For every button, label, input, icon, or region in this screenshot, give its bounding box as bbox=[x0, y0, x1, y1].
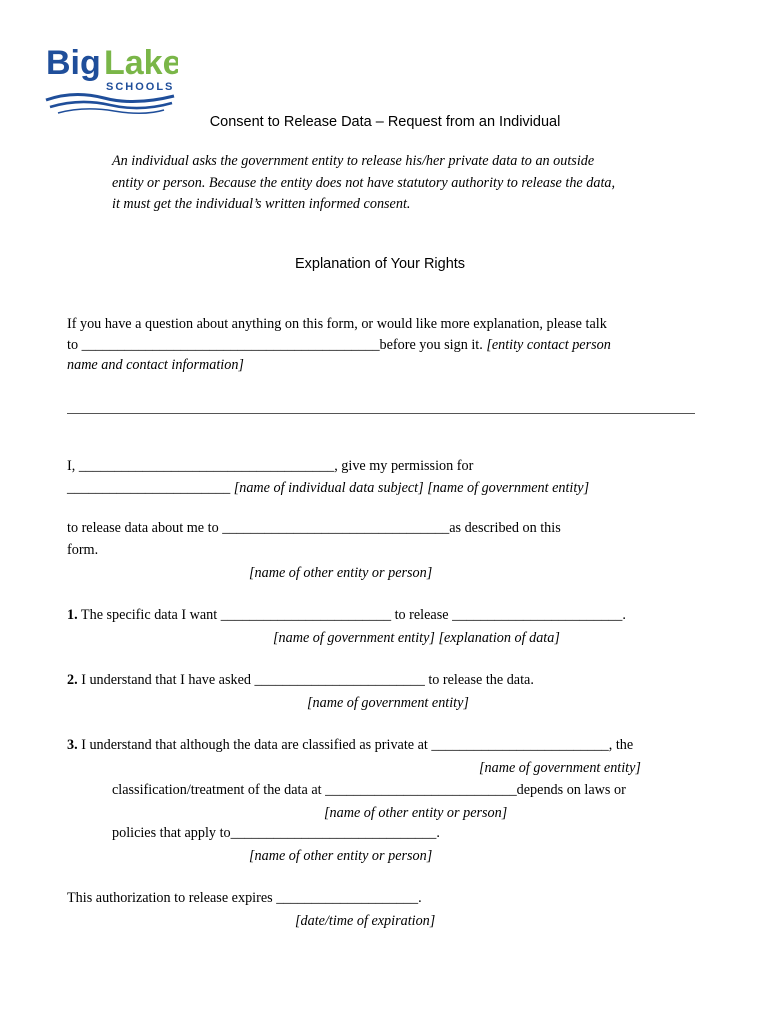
item-2-text-1: I understand that I have asked bbox=[77, 672, 255, 688]
item-3-text-3: classification/treatment of the data at bbox=[112, 782, 326, 798]
expiry-date-blank[interactable]: ____________________ bbox=[276, 890, 419, 906]
expiry-hint: [date/time of expiration] bbox=[295, 913, 436, 929]
intro-line-3: it must get the individual’s written informed consent. bbox=[112, 196, 411, 212]
item-3-hint-2: [name of other entity or person] bbox=[324, 805, 508, 821]
question-line-2 bbox=[67, 337, 611, 354]
permission-hint: [name of individual data subject] [name of government entity] bbox=[233, 480, 590, 496]
big-lake-schools-logo bbox=[44, 40, 178, 116]
government-entity-blank-2[interactable]: ________________________ bbox=[254, 672, 425, 688]
svg-text:Lake: Lake bbox=[104, 44, 178, 82]
item-3-text-5: policies that apply to bbox=[112, 825, 231, 841]
item-3-text-2: , the bbox=[608, 737, 634, 753]
item-1-text-2: to release bbox=[391, 607, 453, 623]
item-3-line-3 bbox=[112, 825, 440, 842]
release-to-line-1 bbox=[67, 520, 561, 537]
item-2-number: 2. bbox=[67, 672, 78, 688]
item-1-text-1: The specific data I want bbox=[77, 607, 221, 623]
question-line-1: If you have a question about anything on this form, or would like more explanation, please talk bbox=[67, 316, 607, 332]
item-3-hint-3: [name of other entity or person] bbox=[249, 848, 433, 864]
contact-person-hint: [entity contact person bbox=[486, 337, 611, 353]
question-mid: before you sign it. bbox=[379, 337, 487, 353]
svg-text:Big: Big bbox=[46, 44, 101, 82]
release-to-line-2: form. bbox=[67, 542, 99, 558]
question-prefix: to bbox=[67, 337, 82, 353]
item-2 bbox=[67, 672, 534, 689]
policies-blank[interactable]: _____________________________ bbox=[230, 825, 437, 841]
data-explanation-blank[interactable]: ________________________ bbox=[452, 607, 623, 623]
other-entity-blank[interactable]: ________________________________ bbox=[222, 520, 450, 536]
item-3-end: . bbox=[436, 825, 440, 841]
item-3-text-1: I understand that although the data are classified as private at bbox=[77, 737, 432, 753]
government-entity-blank-3[interactable]: _________________________ bbox=[431, 737, 609, 753]
intro-line-1: An individual asks the government entity to release his/her private data to an outside bbox=[112, 153, 595, 169]
item-3-number: 3. bbox=[67, 737, 78, 753]
expiry-line bbox=[67, 890, 422, 907]
intro-line-2: entity or person. Because the entity does not have statutory authority to release the data, bbox=[112, 175, 616, 191]
government-entity-blank-1[interactable]: ________________________ bbox=[220, 607, 392, 623]
page-title: Consent to Release Data – Request from an Individual bbox=[209, 114, 561, 130]
item-1 bbox=[67, 607, 626, 624]
permission-line-1 bbox=[67, 458, 473, 475]
release-to-prefix: to release data about me to bbox=[67, 520, 223, 536]
item-3 bbox=[67, 737, 633, 754]
item-2-text-2: to release the data. bbox=[424, 672, 534, 688]
contact-person-blank[interactable]: __________________________________________ bbox=[81, 337, 380, 353]
rights-heading: Explanation of Your Rights bbox=[294, 256, 466, 272]
permission-suffix: , give my permission for bbox=[334, 458, 474, 474]
permission-line-2 bbox=[67, 480, 589, 497]
item-2-hint: [name of government entity] bbox=[307, 695, 469, 711]
svg-text:SCHOOLS: SCHOOLS bbox=[106, 81, 175, 93]
government-entity-blank[interactable]: _______________________ bbox=[67, 480, 231, 496]
item-1-end: . bbox=[622, 607, 626, 623]
item-3-line-2 bbox=[112, 782, 626, 799]
item-3-hint-1: [name of government entity] bbox=[479, 760, 641, 776]
individual-name-blank[interactable]: ____________________________________ bbox=[78, 458, 335, 474]
item-1-hint: [name of government entity] [explanation of data] bbox=[273, 630, 560, 646]
other-entity-blank-2[interactable]: ___________________________ bbox=[325, 782, 517, 798]
divider bbox=[67, 413, 695, 414]
release-to-suffix: as described on this bbox=[449, 520, 561, 536]
item-1-number: 1. bbox=[67, 607, 78, 623]
expiry-end: . bbox=[418, 890, 422, 906]
item-3-text-4: depends on laws or bbox=[516, 782, 626, 798]
release-to-hint: [name of other entity or person] bbox=[249, 565, 433, 581]
permission-prefix: I, bbox=[67, 458, 79, 474]
expiry-text: This authorization to release expires bbox=[67, 890, 277, 906]
question-line-3: name and contact information] bbox=[67, 357, 244, 373]
